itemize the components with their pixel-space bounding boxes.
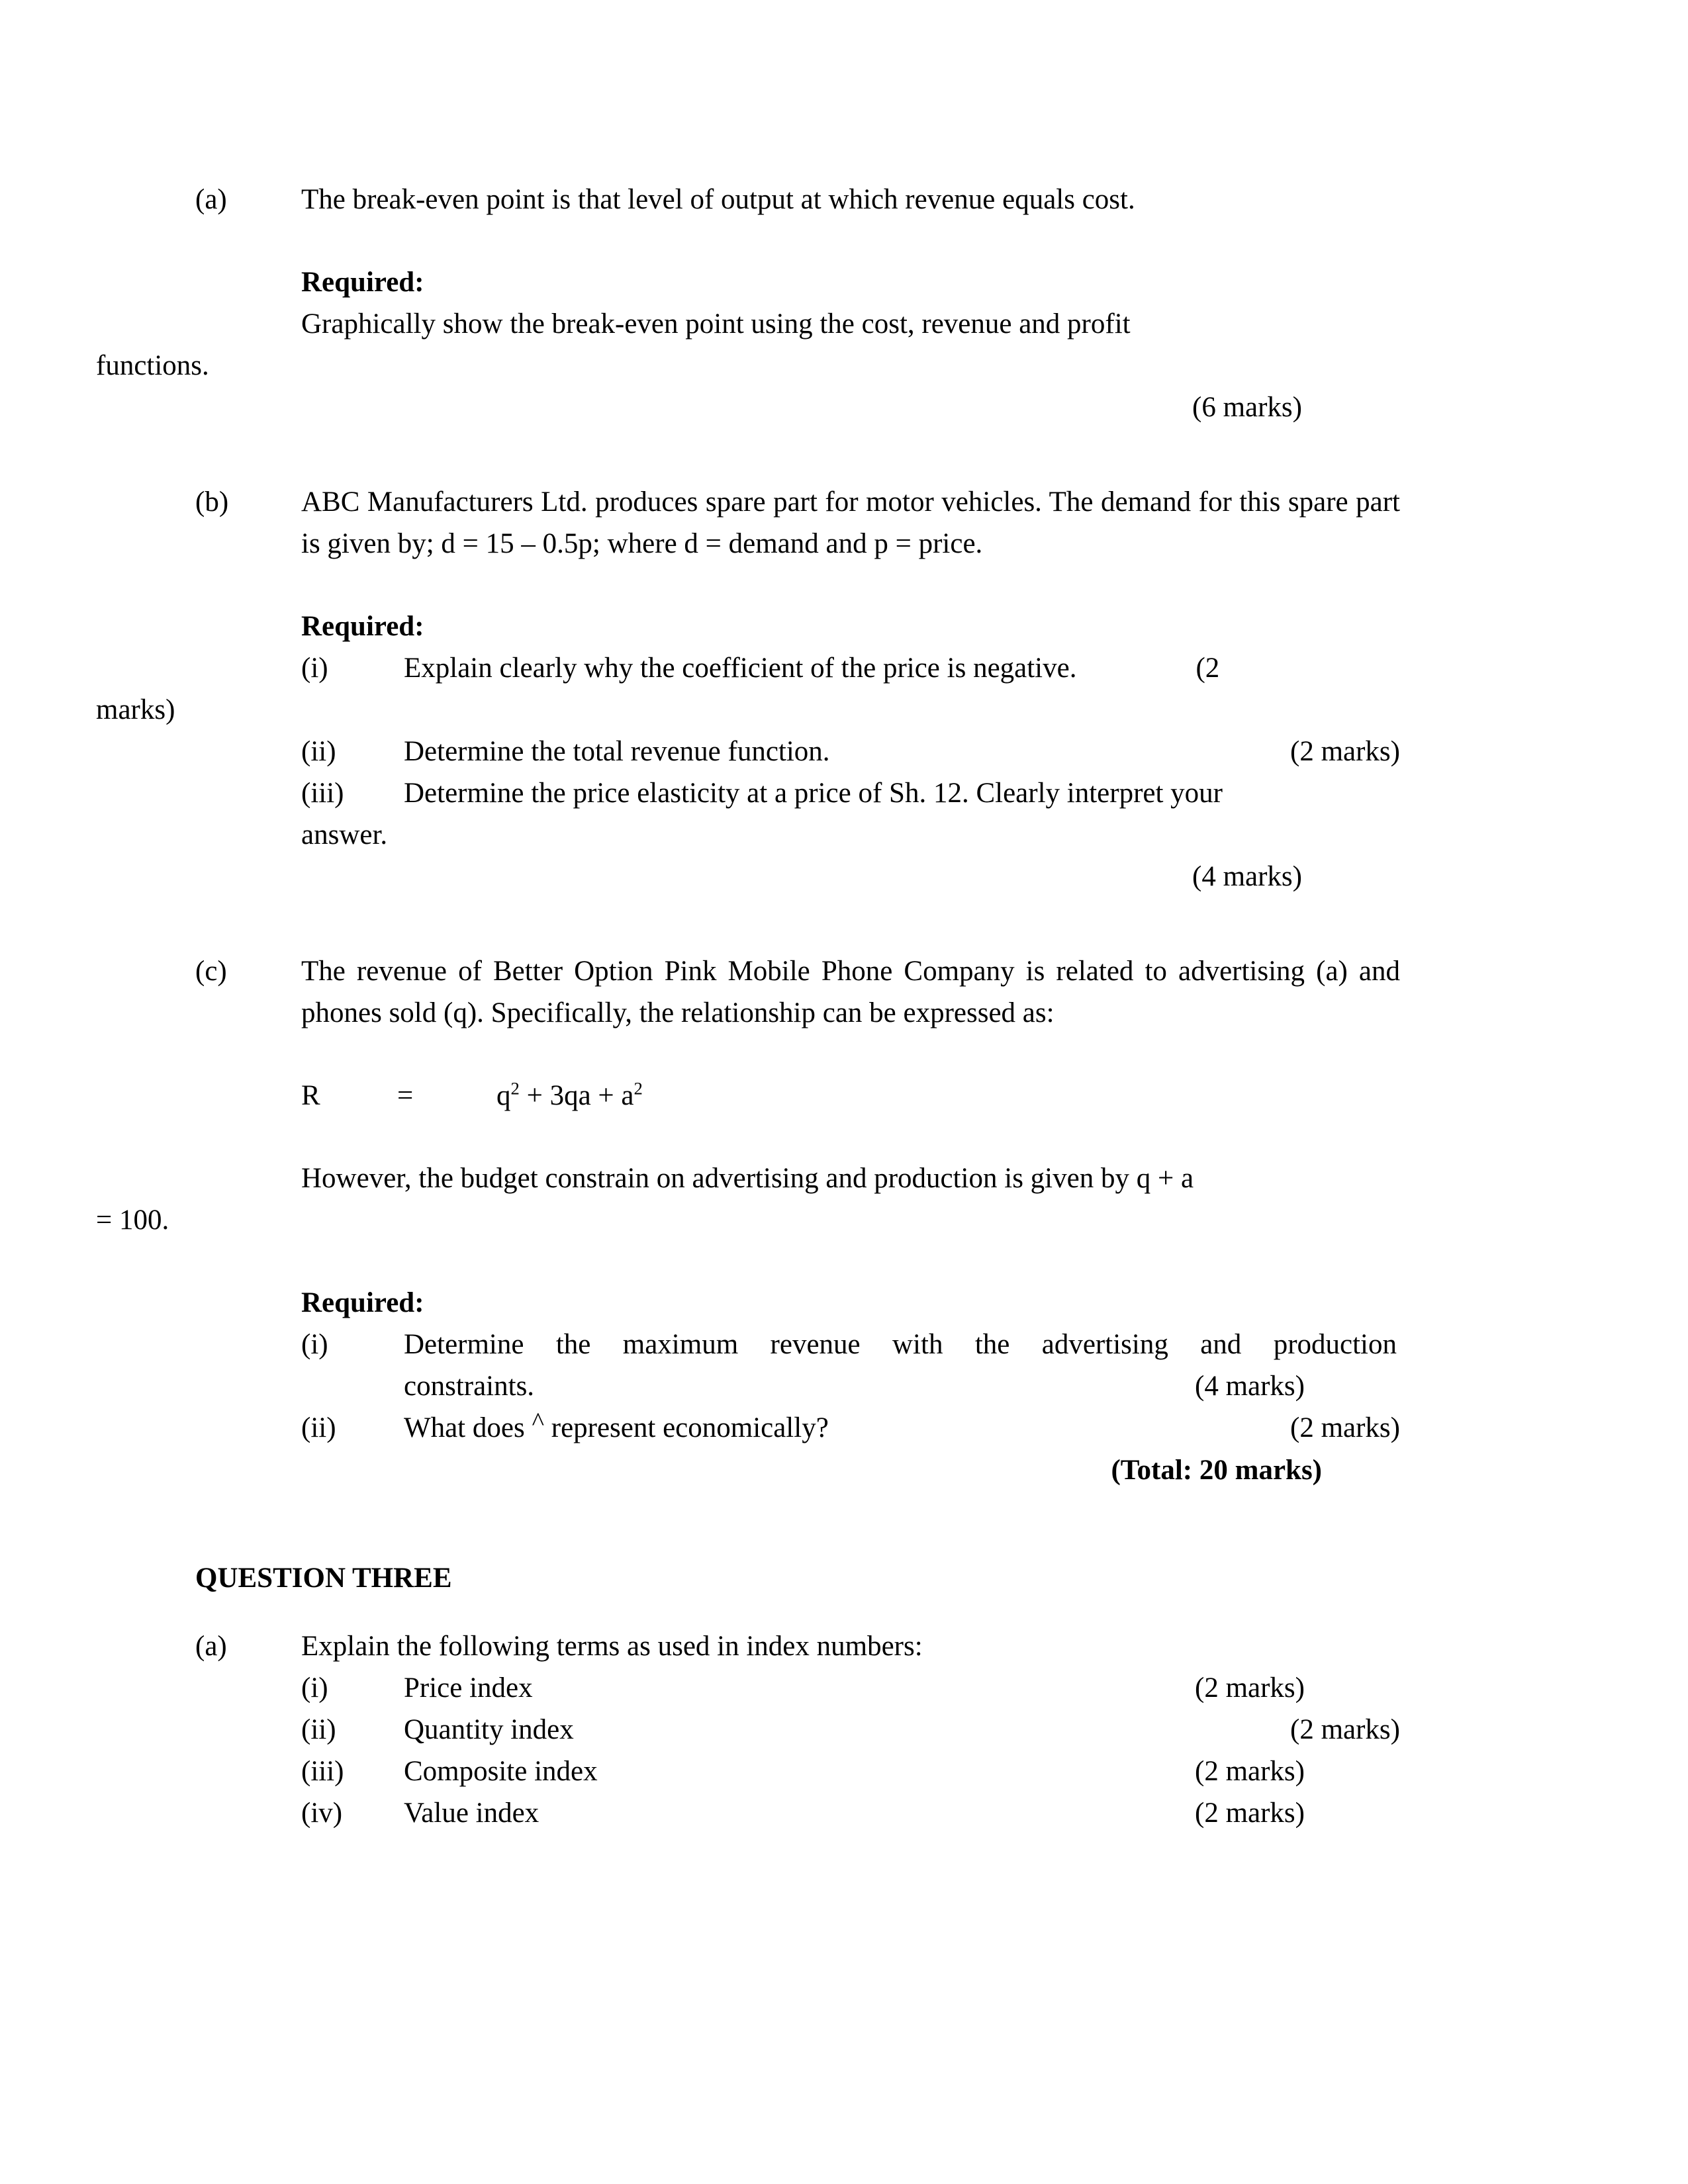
part-b-item-i-marks-head: (2: [1196, 653, 1220, 684]
spacer: [195, 428, 1400, 481]
part-b-item-i-roman: (i): [301, 653, 328, 684]
q3-part-a-marker: (a): [195, 1631, 227, 1662]
part-c-statement: The revenue of Better Option Pink Mobile Phone Company is related to advertising (a) and phones sold (q). Specifically, the relationship can be expressed as:: [301, 956, 1400, 1028]
part-b-item-i-text: Explain clearly why the coefficient of the price is negative.: [404, 653, 1077, 684]
empty-marker: [195, 1158, 301, 1199]
empty-marker: [195, 1324, 301, 1365]
q3-item-iv-text: Value index: [404, 1797, 539, 1829]
question-three-heading: QUESTION THREE: [195, 1563, 452, 1594]
part-b-block: [195, 481, 1400, 565]
page-content: [96, 179, 1400, 1834]
empty-marker: [195, 772, 301, 814]
part-a-block: [195, 179, 1400, 220]
spacer: [195, 1116, 1400, 1158]
part-b-item-i-row: [301, 647, 1400, 689]
part-c-item-i-row: [301, 1324, 1400, 1365]
formula-equals: =: [397, 1080, 414, 1111]
part-c-required-block: [195, 1282, 1400, 1324]
part-b-item-iii-runover-block: [195, 814, 1400, 856]
empty-roman: [301, 1365, 404, 1407]
part-c-item-i-roman: (i): [301, 1329, 328, 1360]
list-item: [301, 1751, 1400, 1792]
spacer: [195, 1491, 1400, 1557]
part-b-item-iii-text: Determine the price elasticity at a price of Sh. 12. Clearly interpret your: [404, 778, 1223, 809]
part-c-item-ii-roman: (ii): [301, 1412, 336, 1443]
part-c-item-ii-text-after: represent economically?: [544, 1412, 829, 1443]
part-b-item-ii-marks: (2 marks): [1290, 736, 1400, 767]
revenue-formula: [301, 1075, 1400, 1116]
caret-icon: ^: [532, 1407, 544, 1436]
empty-marker: [195, 261, 301, 303]
part-c-item-ii-row: [301, 1407, 1400, 1449]
part-c-item-ii-marks: (2 marks): [1290, 1412, 1400, 1443]
formula-term-q: q: [496, 1080, 511, 1111]
spacer: [195, 1034, 1400, 1075]
part-b-item-i-marks-runover: marks): [96, 694, 175, 725]
part-b-required-label: Required:: [301, 611, 424, 642]
part-c-required-label: Required:: [301, 1287, 424, 1318]
part-b-item-iii: [195, 772, 1400, 814]
q3-item-iii-text: Composite index: [404, 1756, 598, 1787]
part-c-item-i-runover-block: [195, 1365, 1400, 1407]
part-a-marker: (a): [195, 184, 227, 215]
part-c-item-ii-text-before: What does: [404, 1412, 532, 1443]
spacer: [195, 220, 1400, 261]
empty-marker: [195, 814, 301, 856]
empty-marker: [195, 1075, 301, 1116]
part-b-item-iii-runover: answer.: [301, 819, 388, 850]
part-c-constraint-block: [195, 1158, 1400, 1199]
q3-item-iii-marks: (2 marks): [1195, 1756, 1305, 1787]
part-c-constraint-text: However, the budget constrain on advertising and production is given by q + a: [301, 1163, 1194, 1194]
empty-marker: [195, 303, 301, 345]
part-c-item-i: [195, 1324, 1400, 1365]
part-c-item-i-runover: constraints.: [404, 1371, 535, 1402]
q3-item-ii-marks: (2 marks): [1290, 1714, 1400, 1745]
empty-marker: [195, 1407, 301, 1449]
empty-marker: [195, 731, 301, 772]
q3-item-ii-roman: (ii): [301, 1714, 336, 1745]
empty-marker: [195, 606, 301, 647]
part-b-item-ii: [195, 731, 1400, 772]
part-b-item-iii-row: [301, 772, 1400, 814]
part-b-required-block: [195, 606, 1400, 647]
part-c-item-ii: [195, 1407, 1400, 1449]
part-c-item-i-runover-row: [301, 1365, 1400, 1407]
empty-marker: [195, 1282, 301, 1324]
formula-exp-q: 2: [510, 1078, 520, 1099]
list-item: [301, 1709, 1400, 1751]
q3-item-i-marks: (2 marks): [1195, 1672, 1305, 1704]
formula-exp-a: 2: [633, 1078, 643, 1099]
part-c-item-i-marks: (4 marks): [1195, 1371, 1305, 1402]
part-a-required-text: Graphically show the break-even point using the cost, revenue and profit: [301, 308, 1131, 340]
empty-marker: [195, 1365, 301, 1407]
q3-index-terms-list: [301, 1667, 1400, 1834]
part-a-statement: The break-even point is that level of output at which revenue equals cost.: [301, 184, 1135, 215]
part-a-required-block: [195, 261, 1400, 303]
list-item: [301, 1667, 1400, 1709]
list-item: [301, 1792, 1400, 1834]
spacer: [195, 1241, 1400, 1282]
q3-item-iii-roman: (iii): [301, 1756, 344, 1787]
part-b-marker: (b): [195, 486, 229, 518]
spacer: [195, 565, 1400, 606]
q3-item-iv-roman: (iv): [301, 1797, 343, 1829]
part-a-required-label: Required:: [301, 267, 424, 298]
part-a-required-runover: functions.: [96, 350, 209, 381]
q3-item-i-text: Price index: [404, 1672, 533, 1704]
part-b-statement: ABC Manufacturers Ltd. produces spare part for motor vehicles. The demand for this spare part is given by; d = 15 – 0.5p; where d = demand and p = price.: [301, 486, 1400, 559]
question-two-total-marks: (Total: 20 marks): [1111, 1455, 1322, 1486]
spacer: [195, 897, 1400, 950]
part-a-marks: (6 marks): [1192, 392, 1302, 423]
formula-expression: [496, 1080, 643, 1111]
part-b-item-ii-text: Determine the total revenue function.: [404, 736, 830, 767]
part-b-item-iii-roman: (iii): [301, 778, 344, 809]
q3-part-a-block: [195, 1625, 1400, 1667]
q3-item-ii-text: Quantity index: [404, 1714, 574, 1745]
q3-part-a-statement: Explain the following terms as used in index numbers:: [301, 1631, 923, 1662]
q3-item-i-roman: (i): [301, 1672, 328, 1704]
formula-symbol: R: [301, 1080, 320, 1111]
formula-middle: + 3qa + a: [519, 1080, 634, 1111]
part-c-formula-block: [195, 1075, 1400, 1116]
spacer: [195, 1599, 1400, 1625]
part-c-constraint-runover: = 100.: [96, 1205, 169, 1236]
q3-item-iv-marks: (2 marks): [1195, 1797, 1305, 1829]
part-b-item-iii-marks: (4 marks): [1192, 861, 1302, 892]
part-c-marker: (c): [195, 956, 227, 987]
part-b-item-ii-roman: (ii): [301, 736, 336, 767]
part-b-item-ii-row: [301, 731, 1400, 772]
part-b-item-i: [195, 647, 1400, 689]
empty-marker: [195, 647, 301, 689]
part-a-required-text-block: [195, 303, 1400, 345]
part-c-item-i-text: Determine the maximum revenue with the advertising and production: [404, 1329, 1397, 1360]
part-c-block: [195, 950, 1400, 1034]
